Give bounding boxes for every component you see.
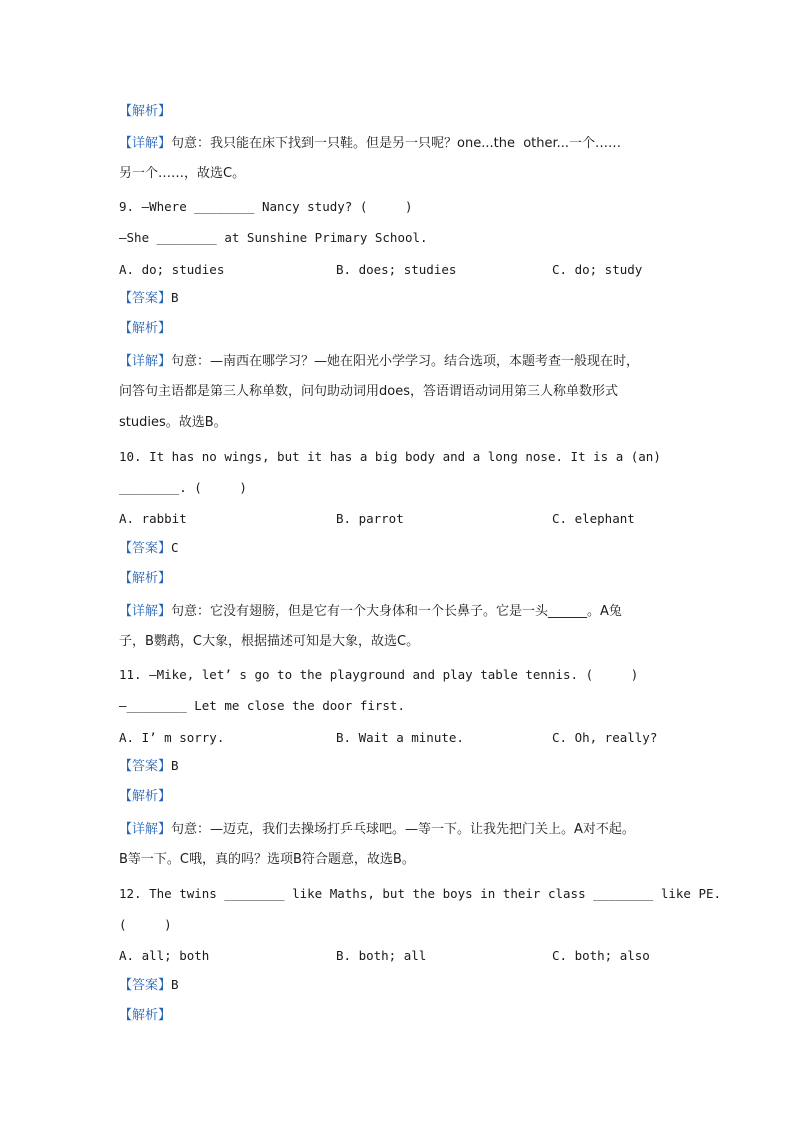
answer-value: B (171, 977, 179, 992)
answer-line (119, 540, 179, 557)
analysis-tag: 【解析】 (119, 1008, 172, 1023)
detail-line (119, 353, 639, 370)
option-b: B. Wait a minute. (336, 730, 464, 745)
detail-line (119, 135, 621, 152)
detail-text-cont: 子，B鹦鹉，C大象，根据描述可知是大象，故选C。 (119, 634, 420, 649)
detail-text-cont: 另一个……，故选C。 (119, 166, 246, 181)
answer-line (119, 290, 179, 307)
answer-value: B (171, 758, 179, 773)
question-10: 10. It has no wings, but it has a big body and a long nose. It is a (an) (119, 449, 661, 464)
answer-tag: 【答案】 (119, 759, 172, 774)
detail-text: 句意：我只能在床下找到一只鞋。但是另一只呢？one...the other...一个…… (171, 136, 622, 151)
detail-tag: 【详解】 (119, 604, 172, 619)
detail-tag: 【详解】 (119, 354, 172, 369)
analysis-tag: 【解析】 (119, 789, 172, 804)
answer-tag: 【答案】 (119, 291, 172, 306)
answer-tag: 【答案】 (119, 978, 172, 993)
option-b: B. does; studies (336, 262, 457, 277)
detail-text: 句意：—南西在哪学习？—她在阳光小学学习。结合选项，本题考查一般现在时， (171, 354, 640, 369)
answer-value: C (171, 540, 179, 555)
option-a: A. do; studies (119, 262, 225, 277)
analysis-tag: 【解析】 (119, 104, 172, 119)
option-c: C. Oh, really? (552, 730, 658, 745)
option-a: A. rabbit (119, 511, 187, 526)
detail-text-cont: studies。故选B。 (119, 415, 227, 430)
option-c: C. elephant (552, 511, 635, 526)
detail-text: 句意：—迈克，我们去操场打乒乓球吧。—等一下。让我先把门关上。A对不起。 (171, 822, 635, 837)
question-11-reply: —________ Let me close the door first. (119, 698, 405, 713)
detail-tag: 【详解】 (119, 822, 172, 837)
answer-value: B (171, 290, 179, 305)
answer-tag: 【答案】 (119, 541, 172, 556)
answer-line (119, 977, 179, 994)
analysis-tag: 【解析】 (119, 321, 172, 336)
detail-text: 句意：它没有翅膀，但是它有一个大身体和一个长鼻子。它是一头______。A兔 (171, 604, 622, 619)
option-a: A. I’ m sorry. (119, 730, 225, 745)
option-c: C. do; study (552, 262, 643, 277)
option-b: B. parrot (336, 511, 404, 526)
question-9-reply: —She ________ at Sunshine Primary School. (119, 230, 428, 245)
option-b: B. both; all (336, 948, 427, 963)
question-12: 12. The twins ________ like Maths, but the boys in their class ________ like PE. (119, 886, 722, 901)
question-12-cont: ( ) (119, 917, 172, 932)
detail-tag: 【详解】 (119, 136, 172, 151)
question-10-cont: ________. ( ) (119, 480, 247, 495)
analysis-tag: 【解析】 (119, 571, 172, 586)
detail-text-cont: 问答句主语都是第三人称单数，问句助动词用does，答语谓语动词用第三人称单数形式 (119, 384, 618, 399)
answer-line (119, 758, 179, 775)
detail-line (119, 821, 635, 838)
detail-text-cont: B等一下。C哦，真的吗？选项B符合题意，故选B。 (119, 852, 415, 867)
option-c: C. both; also (552, 948, 650, 963)
question-9: 9. —Where ________ Nancy study? ( ) (119, 199, 413, 214)
option-a: A. all; both (119, 948, 210, 963)
question-11: 11. —Mike, let’ s go to the playground and play table tennis. ( ) (119, 667, 639, 682)
detail-line (119, 603, 622, 620)
